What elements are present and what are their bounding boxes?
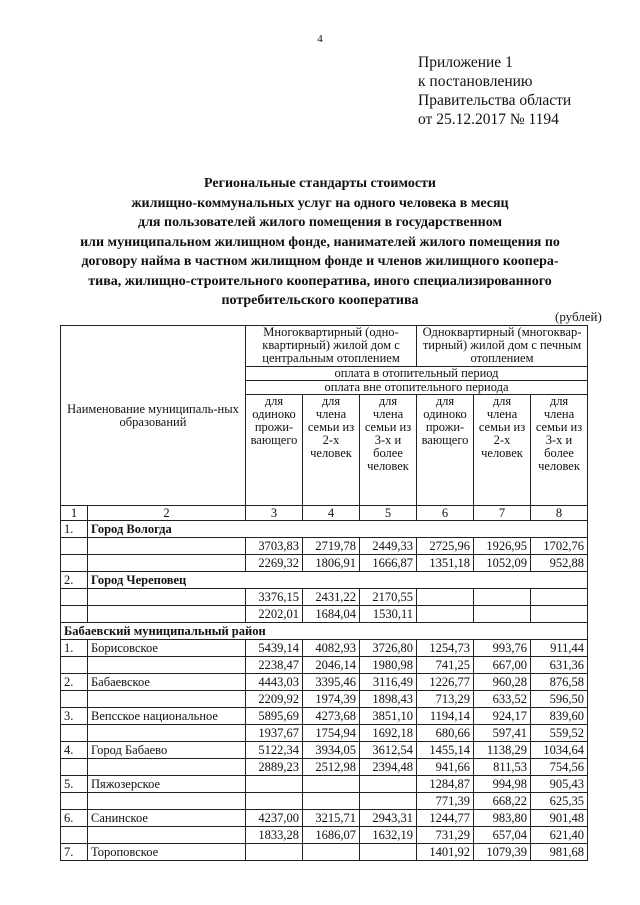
value-cell <box>246 793 303 810</box>
value-cell: 2238,47 <box>246 657 303 674</box>
row-number: 2. <box>61 572 88 589</box>
value-cell: 771,39 <box>417 793 474 810</box>
title-line: жилищно-коммунальных услуг на одного человека в месяц <box>131 195 509 211</box>
row-number: 6. <box>61 810 88 827</box>
table-row <box>61 793 588 810</box>
value-cell: 5895,69 <box>246 708 303 725</box>
document-title <box>40 174 600 311</box>
value-cell: 811,53 <box>474 759 531 776</box>
value-cell: 667,00 <box>474 657 531 674</box>
standards-table <box>60 325 588 861</box>
value-cell: 1806,91 <box>303 555 360 572</box>
header-non-heating-period: оплата вне отопительного периода <box>246 381 588 395</box>
value-cell: 1401,92 <box>417 844 474 861</box>
table-row <box>61 759 588 776</box>
col-number: 3 <box>246 506 303 521</box>
value-cell <box>531 606 588 623</box>
municipality-name: Тороповское <box>88 844 246 861</box>
value-cell: 1980,98 <box>360 657 417 674</box>
value-cell: 839,60 <box>531 708 588 725</box>
municipality-name: Борисовское <box>88 640 246 657</box>
value-cell: 668,22 <box>474 793 531 810</box>
table-row <box>61 589 588 606</box>
value-cell <box>360 793 417 810</box>
value-cell: 3215,71 <box>303 810 360 827</box>
value-cell: 2269,32 <box>246 555 303 572</box>
value-cell: 597,41 <box>474 725 531 742</box>
value-cell: 1455,14 <box>417 742 474 759</box>
value-cell: 633,52 <box>474 691 531 708</box>
row-number: 7. <box>61 844 88 861</box>
value-cell: 1702,76 <box>531 538 588 555</box>
value-cell: 2943,31 <box>360 810 417 827</box>
value-cell: 1226,77 <box>417 674 474 691</box>
value-cell: 3851,10 <box>360 708 417 725</box>
table-row <box>61 742 588 759</box>
col-number: 1 <box>61 506 88 521</box>
value-cell: 2394,48 <box>360 759 417 776</box>
row-number: 1. <box>61 640 88 657</box>
value-cell: 1898,43 <box>360 691 417 708</box>
value-cell: 905,43 <box>531 776 588 793</box>
table-row <box>61 657 588 674</box>
header-group-stove: Одноквартирный (многоквар-тирный) жилой дом с печным отоплением <box>417 326 588 367</box>
col-number: 6 <box>417 506 474 521</box>
municipality-name: Вепсское национальное <box>88 708 246 725</box>
col-number: 8 <box>531 506 588 521</box>
value-cell <box>360 776 417 793</box>
table-row <box>61 844 588 861</box>
value-cell: 1034,64 <box>531 742 588 759</box>
municipality-name: Город Бабаево <box>88 742 246 759</box>
value-cell: 3116,49 <box>360 674 417 691</box>
table-row <box>61 606 588 623</box>
section-title: Город Череповец <box>88 572 588 589</box>
table-row <box>61 708 588 725</box>
appendix-line: от 25.12.2017 № 1194 <box>418 111 559 128</box>
value-cell <box>303 844 360 861</box>
title-line: для пользователей жилого помещения в государственном <box>138 215 502 230</box>
row-number: 4. <box>61 742 88 759</box>
value-cell <box>303 776 360 793</box>
header-col: для члена семьи из 3-х и более человек <box>531 395 588 506</box>
value-cell: 1833,28 <box>246 827 303 844</box>
title-line: потребительского кооператива <box>221 293 419 308</box>
value-cell: 2449,33 <box>360 538 417 555</box>
title-line: или муниципальном жилищном фонде, нанимателей жилого помещения по <box>80 234 560 250</box>
table-row <box>61 810 588 827</box>
value-cell: 559,52 <box>531 725 588 742</box>
value-cell: 713,29 <box>417 691 474 708</box>
value-cell: 621,40 <box>531 827 588 844</box>
value-cell: 994,98 <box>474 776 531 793</box>
table-row <box>61 640 588 657</box>
value-cell: 3726,80 <box>360 640 417 657</box>
row-number: 3. <box>61 708 88 725</box>
value-cell: 3376,15 <box>246 589 303 606</box>
value-cell: 1052,09 <box>474 555 531 572</box>
table-row <box>61 538 588 555</box>
header-col: для одиноко прожи-вающего <box>417 395 474 506</box>
table-row <box>61 674 588 691</box>
value-cell: 741,25 <box>417 657 474 674</box>
value-cell: 960,28 <box>474 674 531 691</box>
header-col: для члена семьи из 2-х человек <box>474 395 531 506</box>
value-cell: 3703,83 <box>246 538 303 555</box>
value-cell: 2725,96 <box>417 538 474 555</box>
value-cell: 4443,03 <box>246 674 303 691</box>
value-cell: 983,80 <box>474 810 531 827</box>
value-cell: 2889,23 <box>246 759 303 776</box>
value-cell: 680,66 <box>417 725 474 742</box>
value-cell <box>531 589 588 606</box>
value-cell: 1926,95 <box>474 538 531 555</box>
table-row <box>61 725 588 742</box>
municipality-name: Бабаевское <box>88 674 246 691</box>
value-cell <box>303 793 360 810</box>
value-cell: 952,88 <box>531 555 588 572</box>
value-cell: 5439,14 <box>246 640 303 657</box>
value-cell: 2512,98 <box>303 759 360 776</box>
col-number: 4 <box>303 506 360 521</box>
value-cell: 2209,92 <box>246 691 303 708</box>
value-cell: 3934,05 <box>303 742 360 759</box>
value-cell: 1284,87 <box>417 776 474 793</box>
row-number: 1. <box>61 521 88 538</box>
value-cell: 657,04 <box>474 827 531 844</box>
value-cell: 2719,78 <box>303 538 360 555</box>
value-cell: 1351,18 <box>417 555 474 572</box>
row-number: 5. <box>61 776 88 793</box>
value-cell: 1530,11 <box>360 606 417 623</box>
value-cell: 4237,00 <box>246 810 303 827</box>
municipality-name: Санинское <box>88 810 246 827</box>
value-cell: 2202,01 <box>246 606 303 623</box>
value-cell: 901,48 <box>531 810 588 827</box>
unit-label: (рублей) <box>555 309 602 324</box>
value-cell: 2431,22 <box>303 589 360 606</box>
value-cell: 993,76 <box>474 640 531 657</box>
value-cell: 2046,14 <box>303 657 360 674</box>
table-row <box>61 555 588 572</box>
header-group-central: Многоквартирный (одно-квартирный) жилой дом с центральным отоплением <box>246 326 417 367</box>
row-number: 2. <box>61 674 88 691</box>
value-cell: 981,68 <box>531 844 588 861</box>
value-cell: 924,17 <box>474 708 531 725</box>
value-cell: 876,58 <box>531 674 588 691</box>
page-number: 4 <box>317 33 323 45</box>
value-cell: 731,29 <box>417 827 474 844</box>
header-heating-period: оплата в отопительный период <box>246 367 588 381</box>
value-cell: 1194,14 <box>417 708 474 725</box>
title-line: тива, жилищно-строительного кооператива, иного специализированного <box>88 273 552 289</box>
appendix-block <box>418 53 571 129</box>
section-title: Бабаевский муниципальный район <box>61 623 588 640</box>
table-row <box>61 776 588 793</box>
value-cell <box>417 589 474 606</box>
value-cell: 596,50 <box>531 691 588 708</box>
header-col: для члена семьи из 2-х человек <box>303 395 360 506</box>
value-cell: 5122,34 <box>246 742 303 759</box>
col-number: 2 <box>88 506 246 521</box>
header-name-column: Наименование муниципаль-ных образований <box>61 326 246 506</box>
table-row <box>61 827 588 844</box>
value-cell: 1244,77 <box>417 810 474 827</box>
appendix-line: к постановлению <box>418 73 533 90</box>
value-cell: 941,66 <box>417 759 474 776</box>
value-cell: 3395,46 <box>303 674 360 691</box>
value-cell <box>246 776 303 793</box>
value-cell: 1692,18 <box>360 725 417 742</box>
value-cell <box>246 844 303 861</box>
value-cell: 631,36 <box>531 657 588 674</box>
header-col: для члена семьи из 3-х и более человек <box>360 395 417 506</box>
value-cell: 911,44 <box>531 640 588 657</box>
col-number: 7 <box>474 506 531 521</box>
title-line: договору найма в частном жилищном фонде и членов жилищного коопера- <box>81 254 559 269</box>
value-cell: 1079,39 <box>474 844 531 861</box>
section-title: Город Вологда <box>88 521 588 538</box>
appendix-line: Правительства области <box>418 92 572 109</box>
value-cell <box>360 844 417 861</box>
value-cell <box>474 589 531 606</box>
municipality-name: Пяжозерское <box>88 776 246 793</box>
value-cell: 754,56 <box>531 759 588 776</box>
value-cell: 1974,39 <box>303 691 360 708</box>
value-cell: 1666,87 <box>360 555 417 572</box>
value-cell: 1937,67 <box>246 725 303 742</box>
header-col: для одиноко прожи-вающего <box>246 395 303 506</box>
value-cell <box>417 606 474 623</box>
value-cell: 1754,94 <box>303 725 360 742</box>
title-line: Региональные стандарты стоимости <box>204 176 436 191</box>
appendix-line: Приложение 1 <box>418 54 513 71</box>
value-cell: 1138,29 <box>474 742 531 759</box>
value-cell: 4082,93 <box>303 640 360 657</box>
value-cell <box>474 606 531 623</box>
value-cell: 3612,54 <box>360 742 417 759</box>
value-cell: 1632,19 <box>360 827 417 844</box>
table-row <box>61 691 588 708</box>
value-cell: 625,35 <box>531 793 588 810</box>
col-number: 5 <box>360 506 417 521</box>
value-cell: 1254,73 <box>417 640 474 657</box>
value-cell: 2170,55 <box>360 589 417 606</box>
value-cell: 1686,07 <box>303 827 360 844</box>
value-cell: 4273,68 <box>303 708 360 725</box>
value-cell: 1684,04 <box>303 606 360 623</box>
